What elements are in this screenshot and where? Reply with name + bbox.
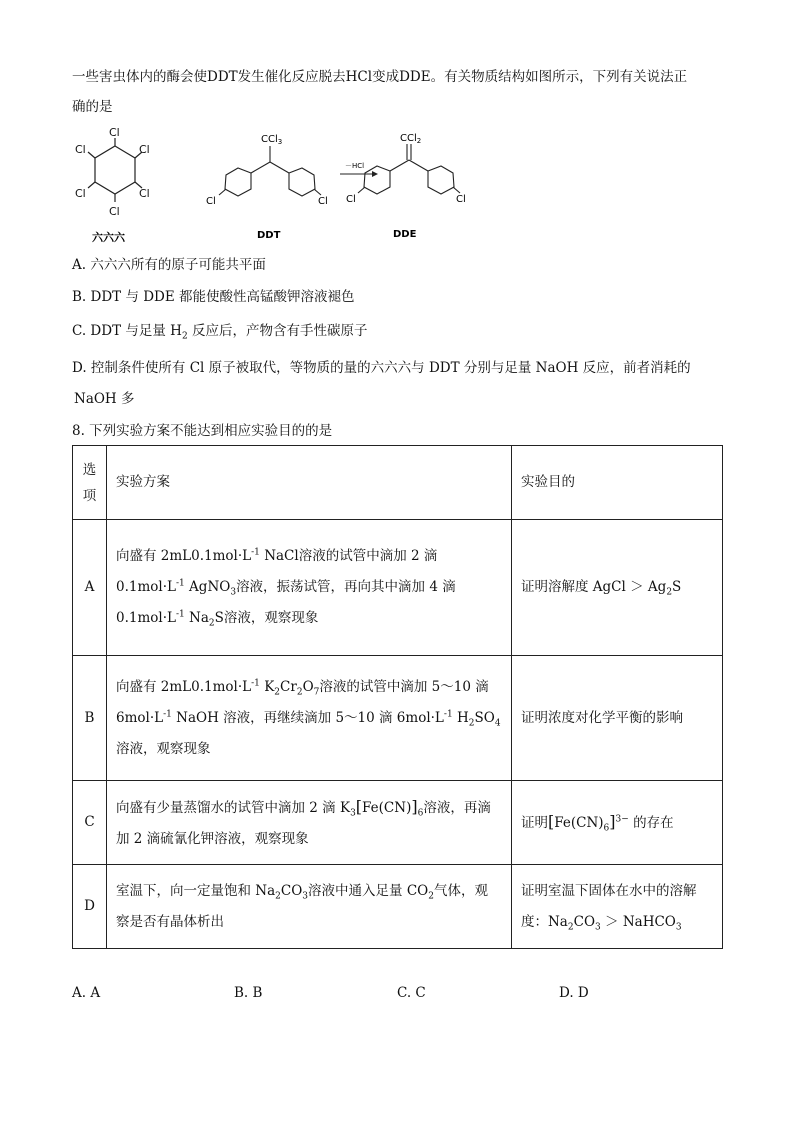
ddt-structure bbox=[219, 146, 321, 196]
cl-label: Cl bbox=[109, 126, 120, 139]
hexachlorocyclohexane-cl-labels bbox=[75, 126, 150, 218]
cl-label: Cl bbox=[75, 143, 86, 156]
structure-figure bbox=[70, 124, 470, 250]
table-row bbox=[73, 865, 723, 949]
cl-label: Cl bbox=[139, 143, 150, 156]
table-row bbox=[73, 520, 723, 656]
ccl3-label: CCl$_3$ bbox=[261, 134, 283, 146]
table-row bbox=[73, 656, 723, 781]
hexa-label: 六六六 bbox=[92, 231, 125, 244]
row-purpose: 证明室温下固体在水中的溶解 度：$Na_2CO_3$ ＞ NaHCO$_3$ bbox=[512, 865, 723, 949]
dde-structure bbox=[358, 144, 460, 194]
row-option: D bbox=[73, 865, 107, 949]
q7-stem-line1: 一些害虫体内的酶会使DDT发生催化反应脱去HCl变成DDE。有关物质结构如图所示，下列有关说法正 bbox=[72, 69, 688, 85]
row-option: A bbox=[73, 520, 107, 656]
q7-option-d-line2: NaOH 多 bbox=[74, 391, 135, 407]
header-scheme: 实验方案 bbox=[107, 446, 512, 520]
table-header-row bbox=[73, 446, 723, 520]
q8-table bbox=[72, 445, 723, 949]
q8-stem: 8. 下列实验方案不能达到相应实验目的的是 bbox=[72, 423, 333, 439]
table-row bbox=[73, 781, 723, 865]
cl-label: Cl bbox=[346, 194, 356, 205]
q7-option-b: B. DDT 与 DDE 都能使酸性高锰酸钾溶液褪色 bbox=[72, 289, 355, 305]
cl-label: Cl bbox=[109, 205, 120, 218]
q7-option-a: A. 六六六所有的原子可能共平面 bbox=[72, 257, 266, 273]
q7-option-c: C. DDT 与足量 $H_2$ 反应后，产物含有手性碳原子 bbox=[72, 323, 368, 342]
choice-c[interactable]: C. C bbox=[397, 985, 426, 1001]
q8-choices bbox=[72, 985, 722, 1007]
row-purpose: 证明溶解度 AgCl ＞ $Ag_2S$ bbox=[512, 520, 723, 656]
hexachlorocyclohexane-structure bbox=[88, 138, 142, 202]
cl-label: Cl bbox=[318, 196, 328, 207]
reaction-arrowhead bbox=[372, 171, 378, 177]
row-purpose: 证明$[Fe(CN)_6]^{3-}$ 的存在 bbox=[512, 781, 723, 865]
dde-label: DDE bbox=[393, 229, 417, 240]
cl-label: Cl bbox=[139, 187, 150, 200]
row-option: C bbox=[73, 781, 107, 865]
row-purpose: 证明浓度对化学平衡的影响 bbox=[512, 656, 723, 781]
row-option: B bbox=[73, 656, 107, 781]
cl-label: Cl bbox=[206, 196, 216, 207]
header-purpose: 实验目的 bbox=[512, 446, 723, 520]
choice-a[interactable]: A. A bbox=[72, 985, 101, 1001]
q7-stem-line2: 确的是 bbox=[72, 99, 113, 115]
header-option: 选 项 bbox=[73, 446, 107, 520]
cl-label: Cl bbox=[456, 194, 466, 205]
row-scheme: 向盛有 $2mL0.1mol\cdot L^{-1}$ $K_2Cr_2O_7$溶液的试管中滴加 5～10 滴 $6mol\cdot L^{-1}$ NaOH 溶液，再继续滴加 5～10 滴 $6mol\cdot L^{-1}$ $H_2SO_4$ 溶液，观察现象 bbox=[107, 656, 512, 781]
ddt-label: DDT bbox=[257, 230, 281, 241]
q7-option-d-line1: D. 控制条件使所有 Cl 原子被取代，等物质的量的六六六与 DDT 分别与足量 NaOH 反应，前者消耗的 bbox=[72, 360, 691, 376]
row-scheme: 向盛有少量蒸馏水的试管中滴加 2 滴 $K_3[Fe(CN)]_6$溶液，再滴 加 2 滴硫氰化钾溶液，观察现象 bbox=[107, 781, 512, 865]
ccl2-label: CCl$_2$ bbox=[400, 133, 422, 145]
row-scheme: 向盛有 $2mL0.1mol\cdot L^{-1}$ NaCl溶液的试管中滴加 2 滴 $0.1mol\cdot L^{-1}$ AgNO$_3$溶液，振荡试管，再向其中滴加 4 滴 $0.1mol\cdot L^{-1}$ $Na_2S$溶液，观察现象 bbox=[107, 520, 512, 656]
row-scheme: 室温下，向一定量饱和 $Na_2CO_3$溶液中通入足量 $CO_2$气体，观 察是否有晶体析出 bbox=[107, 865, 512, 949]
arrow-label: －HCl bbox=[345, 162, 365, 170]
choice-b[interactable]: B. B bbox=[234, 985, 263, 1001]
choice-d[interactable]: D. D bbox=[559, 985, 589, 1001]
cl-label: Cl bbox=[75, 187, 86, 200]
